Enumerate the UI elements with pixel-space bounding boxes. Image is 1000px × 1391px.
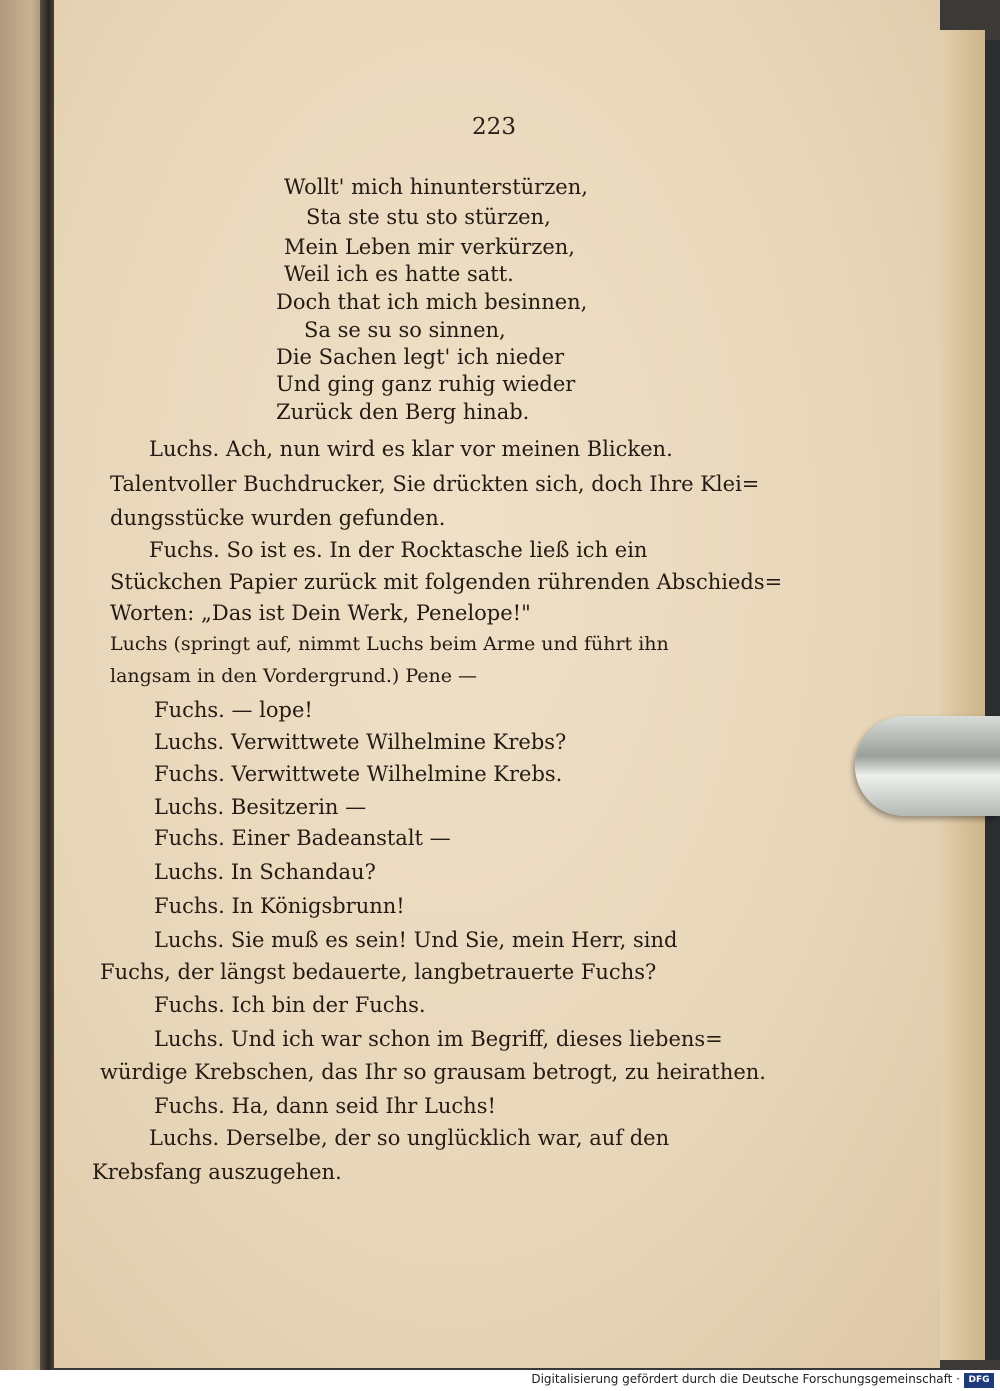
footer-credit: Digitalisierung gefördert durch die Deutsche Forschungsgemeinschaft · (531, 1372, 960, 1386)
dialogue-line: Fuchs. Einer Badeanstalt — (154, 826, 451, 850)
dialogue-line: Luchs. Sie muß es sein! Und Sie, mein Herr, sind (154, 928, 678, 952)
page-stack-edge (934, 30, 985, 1360)
dialogue-line: Krebsfang auszugehen. (92, 1160, 342, 1184)
dialogue-line: Fuchs. Verwittwete Wilhelmine Krebs. (154, 762, 563, 786)
verse-line: Sa se su so sinnen, (304, 318, 506, 342)
page-clip (855, 716, 1000, 816)
dialogue-line: Fuchs. So ist es. In der Rocktasche ließ ich ein (149, 538, 648, 562)
dfg-logo-icon: DFG (964, 1373, 994, 1388)
book-page (54, 0, 940, 1368)
dialogue-line: langsam in den Vordergrund.) Pene — (110, 665, 478, 687)
book-gutter (40, 0, 54, 1370)
dialogue-line: würdige Krebschen, das Ihr so grausam betrogt, zu heirathen. (100, 1060, 766, 1084)
dialogue-line: Luchs. Ach, nun wird es klar vor meinen Blicken. (149, 437, 673, 461)
verse-line: Und ging ganz ruhig wieder (276, 372, 576, 396)
dialogue-line: Luchs. Und ich war schon im Begriff, dieses liebens= (154, 1027, 723, 1051)
dialogue-line: Stückchen Papier zurück mit folgenden rührenden Abschieds= (110, 570, 783, 594)
dialogue-line: Fuchs. Ich bin der Fuchs. (154, 993, 426, 1017)
dialogue-line: Luchs. Verwittwete Wilhelmine Krebs? (154, 730, 567, 754)
verse-line: Sta ste stu sto stürzen, (306, 205, 551, 229)
dialogue-line: Luchs (springt auf, nimmt Luchs beim Arme und führt ihn (110, 633, 669, 655)
dialogue-line: Luchs. Derselbe, der so unglücklich war, auf den (149, 1126, 670, 1150)
verse-line: Wollt' mich hinunterstürzen, (284, 175, 588, 199)
dialogue-line: Fuchs, der längst bedauerte, langbetrauerte Fuchs? (100, 960, 657, 984)
verse-line: Doch that ich mich besinnen, (276, 290, 588, 314)
dialogue-line: Luchs. In Schandau? (154, 860, 376, 884)
dialogue-line: Luchs. Besitzerin — (154, 795, 367, 819)
verse-line: Die Sachen legt' ich nieder (276, 345, 565, 369)
dialogue-line: Fuchs. — lope! (154, 698, 313, 722)
dialogue-line: Fuchs. In Königsbrunn! (154, 894, 405, 918)
dialogue-line: Talentvoller Buchdrucker, Sie drückten sich, doch Ihre Klei= (110, 472, 760, 496)
dialogue-line: dungsstücke wurden gefunden. (110, 506, 446, 530)
verse-line: Mein Leben mir verkürzen, (284, 235, 575, 259)
dialogue-line: Worten: „Das ist Dein Werk, Penelope!" (110, 601, 531, 625)
footer-bar (0, 1370, 1000, 1391)
page-number: 223 (472, 114, 516, 140)
verse-line: Weil ich es hatte satt. (284, 262, 514, 286)
dialogue-line: Fuchs. Ha, dann seid Ihr Luchs! (154, 1094, 496, 1118)
verse-line: Zurück den Berg hinab. (276, 400, 530, 424)
